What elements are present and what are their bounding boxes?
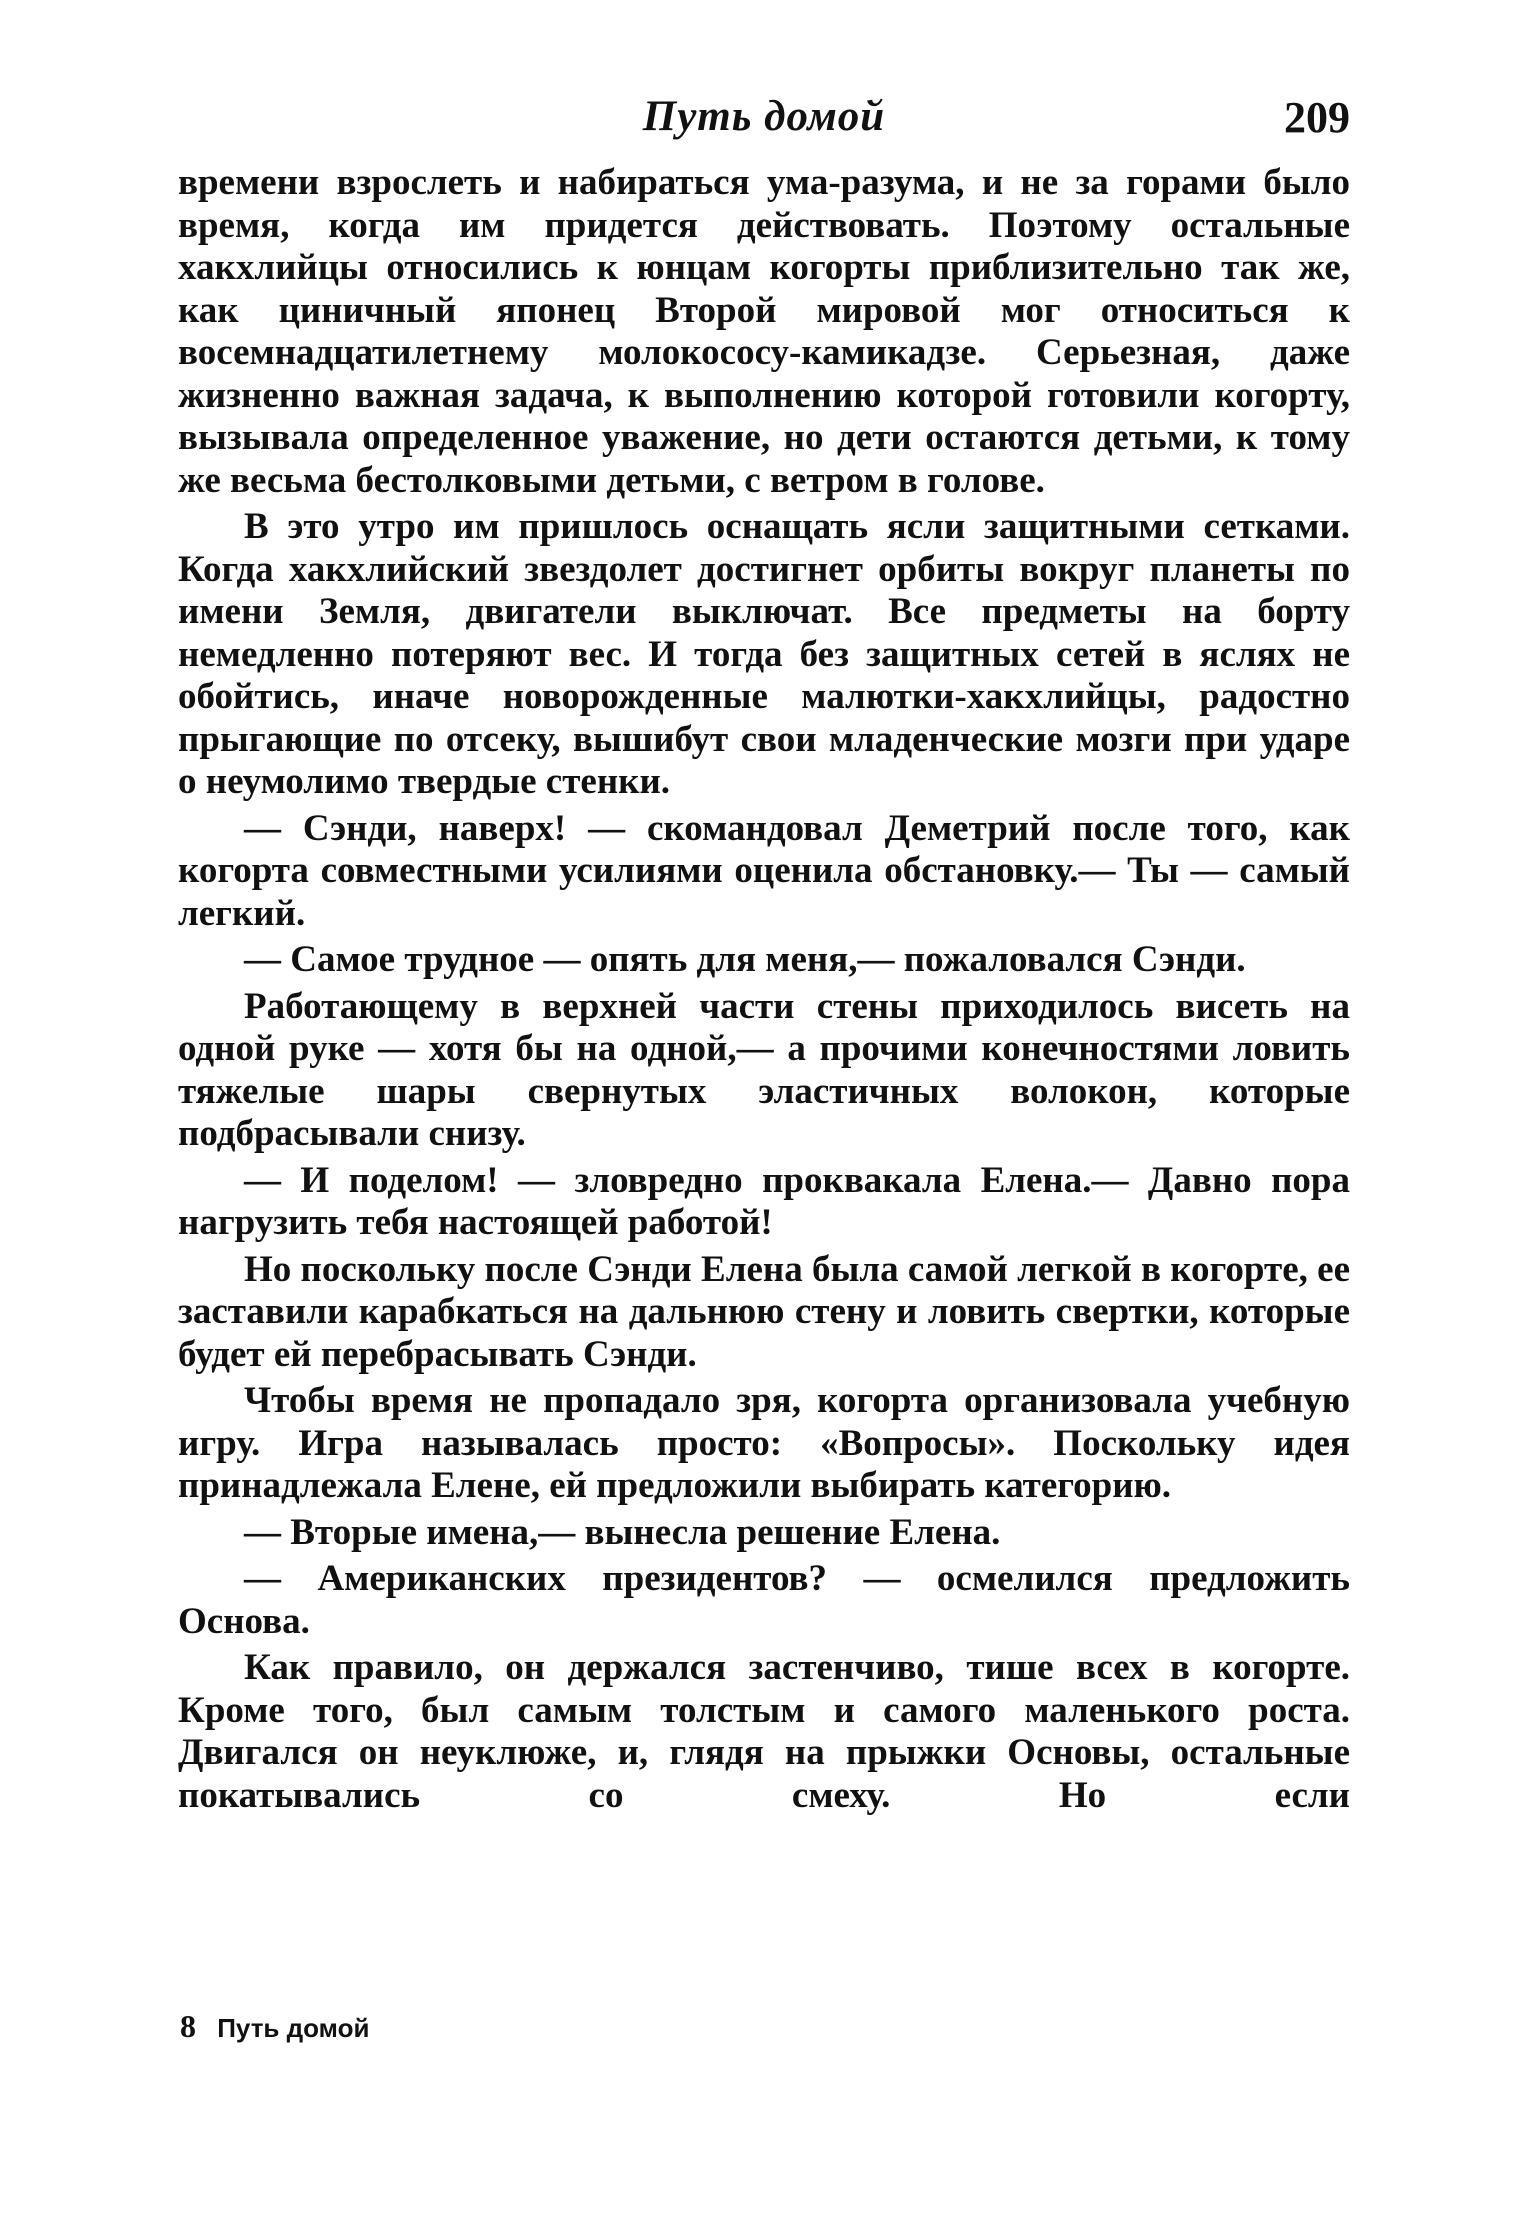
dialogue-line: — И поделом! — зловредно проквакала Елена.— Давно пора нагрузить тебя настоящей работой! [178, 1159, 1350, 1243]
paragraph: Работающему в верхней части стены приходилось висеть на одной руке — хотя бы на одной,— а прочими конечностями ловить тяжелые шары свернутых эластичных волокон, которые подбрасывали снизу. [178, 985, 1350, 1154]
dialogue-line: — Американских президентов? — осмелился предложить Основа. [178, 1558, 1350, 1642]
paragraph: Как правило, он держался застенчиво, тише всех в когорте. Кроме того, был самым толстым и самого маленького роста. Двигался он неуклюже, и, глядя на прыжки Основы, остальные покатывались со смеху. Но если [178, 1647, 1350, 1816]
paragraph: времени взрослеть и набираться ума-разума, и не за горами было время, когда им придется действовать. Поэтому остальные хакхлийцы относились к юнцам когорты приблизительно так же, как циничный японец Второй мировой мог относиться к восемнадцатилетнему молокососу-камикадзе. Серьезная, даже жизненно важная задача, к выполнению которой готовили когорту, вызывала определенное уважение, но дети остаются детьми, к тому же весьма бестолковыми детьми, с ветром в голове. [178, 162, 1350, 501]
page-header [178, 92, 1350, 152]
dialogue-line: — Вторые имена,— вынесла решение Елена. [244, 1511, 1001, 1553]
printer-signature [180, 2008, 369, 2045]
paragraph: Но поскольку после Сэнди Елена была самой легкой в когорте, ее заставили карабкаться на дальнюю стену и ловить свертки, которые будет ей перебрасывать Сэнди. [178, 1248, 1350, 1375]
signature-title: Путь домой [217, 2013, 370, 2043]
body-text [178, 162, 1350, 1821]
paragraph: В это утро им пришлось оснащать ясли защитными сетками. Когда хакхлийский звездолет достигнет орбиты вокруг планеты по имени Земля, двигатели выключат. Все предметы на борту немедленно потеряют вес. И тогда без защитных сетей в яслях не обойтись, иначе новорожденные малютки-хакхлийцы, радостно прыгающие по отсеку, вышибут свои младенческие мозги при ударе о неумолимо твердые стенки. [178, 506, 1350, 802]
dialogue-line: — Самое трудное — опять для меня,— пожаловался Сэнди. [244, 939, 1246, 980]
signature-number: 8 [180, 2008, 196, 2044]
page-number: 209 [1284, 93, 1350, 142]
dialogue-line: — Сэнди, наверх! — скомандовал Деметрий после того, как когорта совместными усилиями оценила обстановку.— Ты — самый легкий. [178, 807, 1350, 934]
running-title: Путь домой [642, 93, 886, 140]
paragraph: Чтобы время не пропадало зря, когорта организовала учебную игру. Игра называлась просто: «Вопросы». Поскольку идея принадлежала Елене, ей предложили выбирать категорию. [178, 1380, 1350, 1506]
